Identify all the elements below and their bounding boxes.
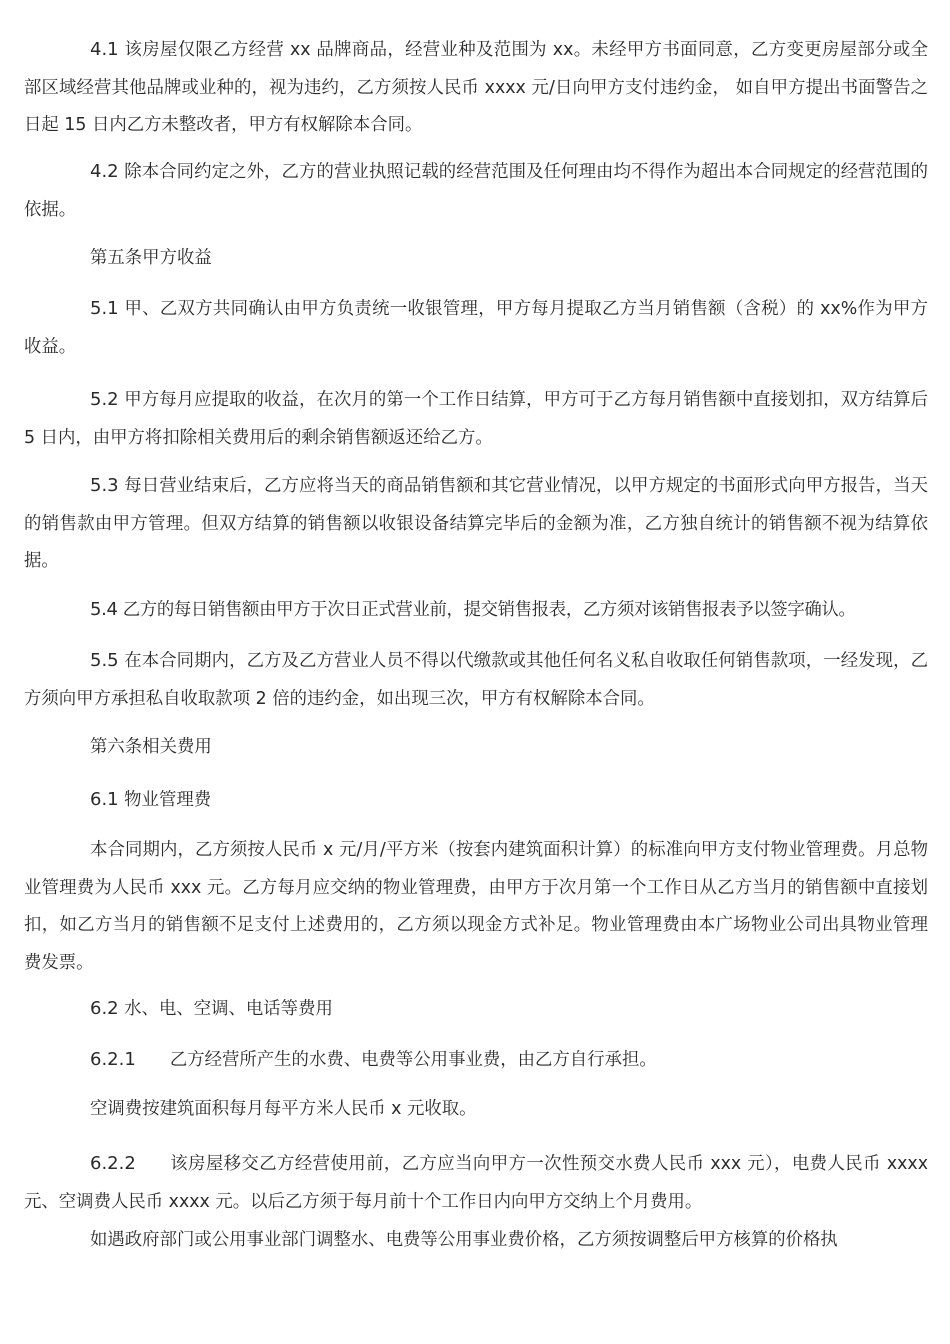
clause-text: 该房屋仅限乙方经营 xx 品牌商品，经营业种及范围为 xx。未经甲方书面同意，乙方变更房屋部分或全部区域经营其他品牌或业种的，视为违约，乙方须按人民币 xxxx 元/日向甲方支付违约金， 如自甲方提出书面警告之日起 15 日内乙方未整改者，甲方有权解除本合同。 <box>24 40 928 135</box>
clause-4-1 <box>24 31 928 145</box>
clause-text: 乙方经营所产生的水费、电费等公用事业费，由乙方自行承担。 <box>169 1050 657 1070</box>
clause-number: 6.1 <box>90 789 119 810</box>
clause-number: 6.2.2 <box>90 1153 136 1174</box>
clause-text: 该房屋移交乙方经营使用前，乙方应当向甲方一次性预交水费人民币 xxx 元），电费人民币 xxxx 元、空调费人民币 xxxx 元。以后乙方须于每月前十个工作日内向甲方交纳上个月费用。 <box>24 1154 928 1212</box>
heading-text: 第六条相关费用 <box>90 737 212 757</box>
clause-number: 4.2 <box>90 161 119 182</box>
clause-text: 甲、乙双方共同确认由甲方负责统一收银管理，甲方每月提取乙方当月销售额（含税）的 xx%作为甲方收益。 <box>24 299 928 357</box>
clause-5-1 <box>24 290 928 366</box>
clause-number: 6.2.1 <box>90 1049 136 1070</box>
clause-6-2-1-aircon <box>24 1091 928 1129</box>
clause-number: 6.2 <box>90 998 119 1019</box>
clause-number: 5.2 <box>90 389 119 410</box>
clause-text: 乙方的每日销售额由甲方于次日正式营业前，提交销售报表，乙方须对该销售报表予以签字确认。 <box>117 600 856 620</box>
clause-5-4 <box>24 591 950 630</box>
clause-6-2 <box>24 990 928 1029</box>
clause-6-1 <box>24 781 928 820</box>
clause-number: 4.1 <box>90 39 119 60</box>
clause-5-5 <box>24 642 928 718</box>
clause-text: 在本合同期内，乙方及乙方营业人员不得以代缴款或其他任何名义私自收取任何销售款项，一经发现，乙方须向甲方承担私自收取款项 2 倍的违约金，如出现三次，甲方有权解除本合同。 <box>24 651 928 709</box>
clause-text: 每日营业结束后，乙方应将当天的商品销售额和其它营业情况，以甲方规定的书面形式向甲方报告，当天的销售款由甲方管理。但双方结算的销售额以收银设备结算完毕后的金额为准，乙方独自统计的销售额不视为结算依据。 <box>24 476 928 571</box>
clause-5-3 <box>24 467 928 581</box>
clause-6-2-1 <box>24 1041 928 1080</box>
clause-text: 除本合同约定之外，乙方的营业执照记载的经营范围及任何理由均不得作为超出本合同规定的经营范围的依据。 <box>24 162 928 220</box>
clause-number: 5.1 <box>90 298 119 319</box>
clause-6-2-2 <box>24 1145 928 1221</box>
clause-number: 5.3 <box>90 475 119 496</box>
clause-5-2 <box>24 381 928 457</box>
clause-text: 本合同期内，乙方须按人民币 x 元/月/平方米（按套内建筑面积计算）的标准向甲方支付物业管理费。月总物业管理费为人民币 xxx 元。乙方每月应交纳的物业管理费，由甲方于次月第一个工作日从乙方当月的销售额中直接划扣，如乙方当月的销售额不足支付上述费用的，乙方须以现金方式补足。物业管理费由本广场物业公司出具物业管理费发票。 <box>24 840 928 973</box>
clause-text: 物业管理费 <box>118 790 212 810</box>
clause-6-1-body <box>24 832 928 982</box>
clause-text: 如遇政府部门或公用事业部门调整水、电费等公用事业费价格，乙方须按调整后甲方核算的价格执 <box>90 1230 838 1250</box>
clause-text: 水、电、空调、电话等费用 <box>118 999 333 1019</box>
clause-number: 5.5 <box>90 650 119 671</box>
clause-number: 5.4 <box>90 599 118 620</box>
clause-price-adjustment <box>24 1222 928 1260</box>
clause-text: 空调费按建筑面积每月每平方米人民币 x 元收取。 <box>90 1099 477 1119</box>
article-6-heading <box>24 729 928 767</box>
clause-text: 甲方每月应提取的收益，在次月的第一个工作日结算，甲方可于乙方每月销售额中直接划扣，双方结算后 5 日内，由甲方将扣除相关费用后的剩余销售额返还给乙方。 <box>24 390 928 448</box>
clause-4-2 <box>24 153 928 229</box>
heading-text: 第五条甲方收益 <box>90 248 212 268</box>
article-5-heading <box>24 240 928 278</box>
